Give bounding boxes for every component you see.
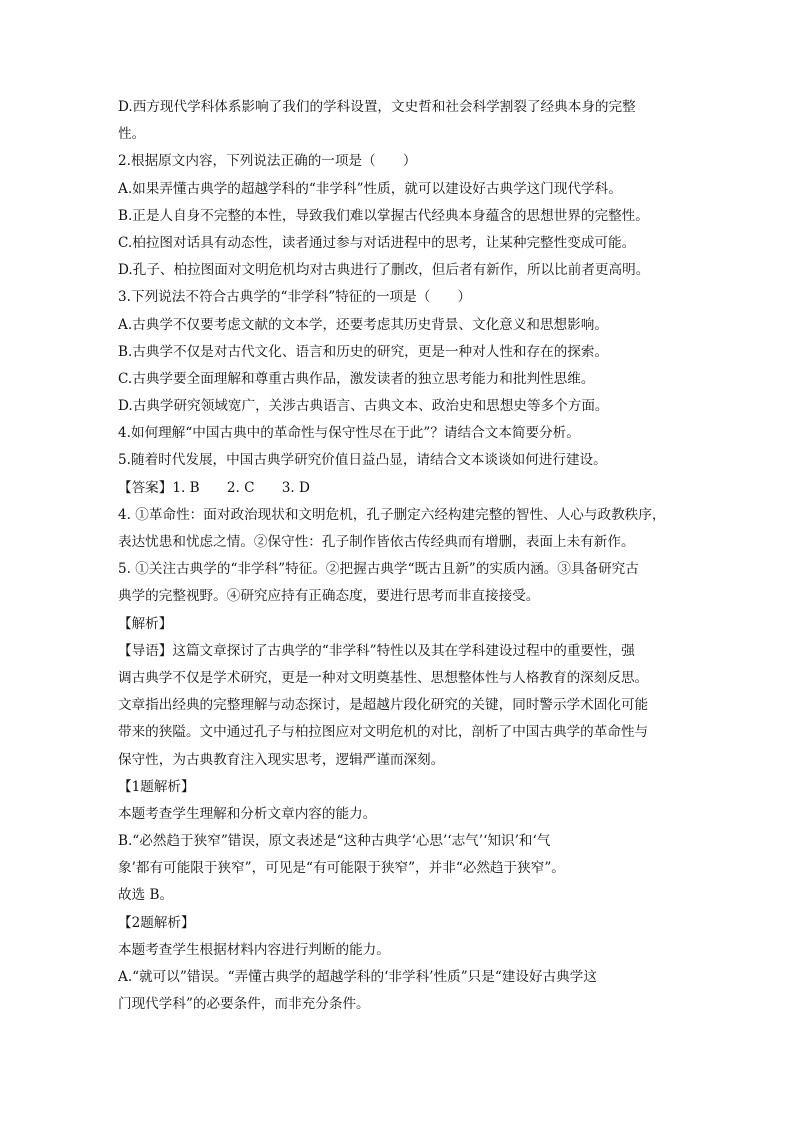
- question-3: 3.下列说法不符合古典学的“非学科”特征的一项是（ ）: [118, 289, 472, 306]
- option-line: A.如果弄懂古典学的超越学科的“非学科”性质，就可以建设好古典学这门现代学科。: [118, 180, 622, 197]
- analysis-text: 门现代学科”的必要条件，而非充分条件。: [118, 996, 370, 1013]
- intro-paragraph: 【导语】这篇文章探讨了古典学的“非学科”特性以及其在学科建设过程中的重要性，强: [118, 642, 635, 659]
- question-2: 2.根据原文内容，下列说法正确的一项是（ ）: [118, 153, 417, 170]
- intro-paragraph: 文章指出经典的完整理解与动态探讨，是超越片段化研究的关键，同时警示学术固化可能: [118, 697, 649, 714]
- answer-5: 5. ①关注古典学的“非学科”特征。②把握古典学“既古且新”的实质内涵。③具备研究古: [118, 561, 639, 578]
- intro-paragraph: 保守性，为古典教育注入现实思考，逻辑严谨而深刻。: [118, 751, 445, 768]
- analysis-text: 本题考查学生根据材料内容进行判断的能力。: [118, 941, 390, 958]
- option-line: D.孔子、柏拉图面对文明危机均对古典进行了删改，但后者有新作，所以比前者更高明。: [118, 262, 650, 279]
- option-line: A.古典学不仅要考虑文献的文本学，还要考虑其历史背景、文化意义和思想影响。: [118, 316, 608, 333]
- option-line-continued: 性。: [118, 126, 146, 143]
- option-line: D.古典学研究领域宽广，关涉古典语言、古典文本、政治史和思想史等多个方面。: [118, 398, 609, 415]
- analysis-heading: 【解析】: [118, 615, 173, 632]
- question-5: 5.随着时代发展，中国古典学研究价值日益凸显，请结合文本谈谈如何进行建设。: [118, 452, 607, 469]
- intro-paragraph: 带来的狭隘。文中通过孔子与柏拉图应对文明危机的对比，剖析了中国古典学的革命性与: [118, 724, 649, 741]
- option-line: B.古典学不仅是对古代文化、语言和历史的研究，更是一种对人性和存在的探索。: [118, 343, 609, 360]
- option-line: C.柏拉图对话具有动态性，读者通过参与对话进程中的思考，让某种完整性变成可能。: [118, 234, 636, 251]
- analysis-text: A.“就可以”错误。“弄懂古典学的超越学科的‘非学科’性质”只是“建设好古典学这: [118, 969, 597, 985]
- option-line: D.西方现代学科体系影响了我们的学科设置，文史哲和社会科学割裂了经典本身的完整: [118, 99, 636, 115]
- answer-4: 4. ①革命性：面对政治现状和文明危机，孔子删定六经构建完整的智性、人心与政教秩序，: [118, 506, 666, 523]
- option-line: C.古典学要全面理解和尊重古典作品，激发读者的独立思考能力和批判性思维。: [118, 370, 595, 387]
- analysis-conclusion: 故选 B。: [118, 887, 174, 904]
- q2-analysis-heading: 【2题解析】: [118, 914, 195, 931]
- question-4: 4.如何理解“中国古典中的革命性与保守性尽在于此”？请结合文本简要分析。: [118, 425, 580, 442]
- analysis-text: 本题考查学生理解和分析文章内容的能力。: [118, 805, 377, 822]
- answer-key: 【答案】1. B 2. C 3. D: [118, 479, 310, 496]
- option-line: B.正是人自身不完整的本性，导致我们难以掌握古代经典本身蕴含的思想世界的完整性。: [118, 207, 649, 224]
- analysis-text: 象’都有可能限于狭窄”，可见是“有可能限于狭窄”，并非“必然趋于狭窄”。: [118, 860, 565, 877]
- intro-paragraph: 调古典学不仅是学术研究，更是一种对文明奠基性、思想整体性与人格教育的深刻反思。: [118, 669, 649, 686]
- answer-4-continued: 表达忧患和忧虑之情。②保守性：孔子制作皆依古传经典而有增删，表面上未有新作。: [118, 534, 635, 550]
- answer-5-continued: 典学的完整视野。④研究应持有正确态度，要进行思考而非直接接受。: [118, 588, 540, 605]
- q1-analysis-heading: 【1题解析】: [118, 778, 195, 795]
- document-body: [118, 94, 688, 1018]
- analysis-text: B.“必然趋于狭窄”错误，原文表述是“这种古典学‘心思’‘志气’‘知识’和‘气: [118, 833, 551, 850]
